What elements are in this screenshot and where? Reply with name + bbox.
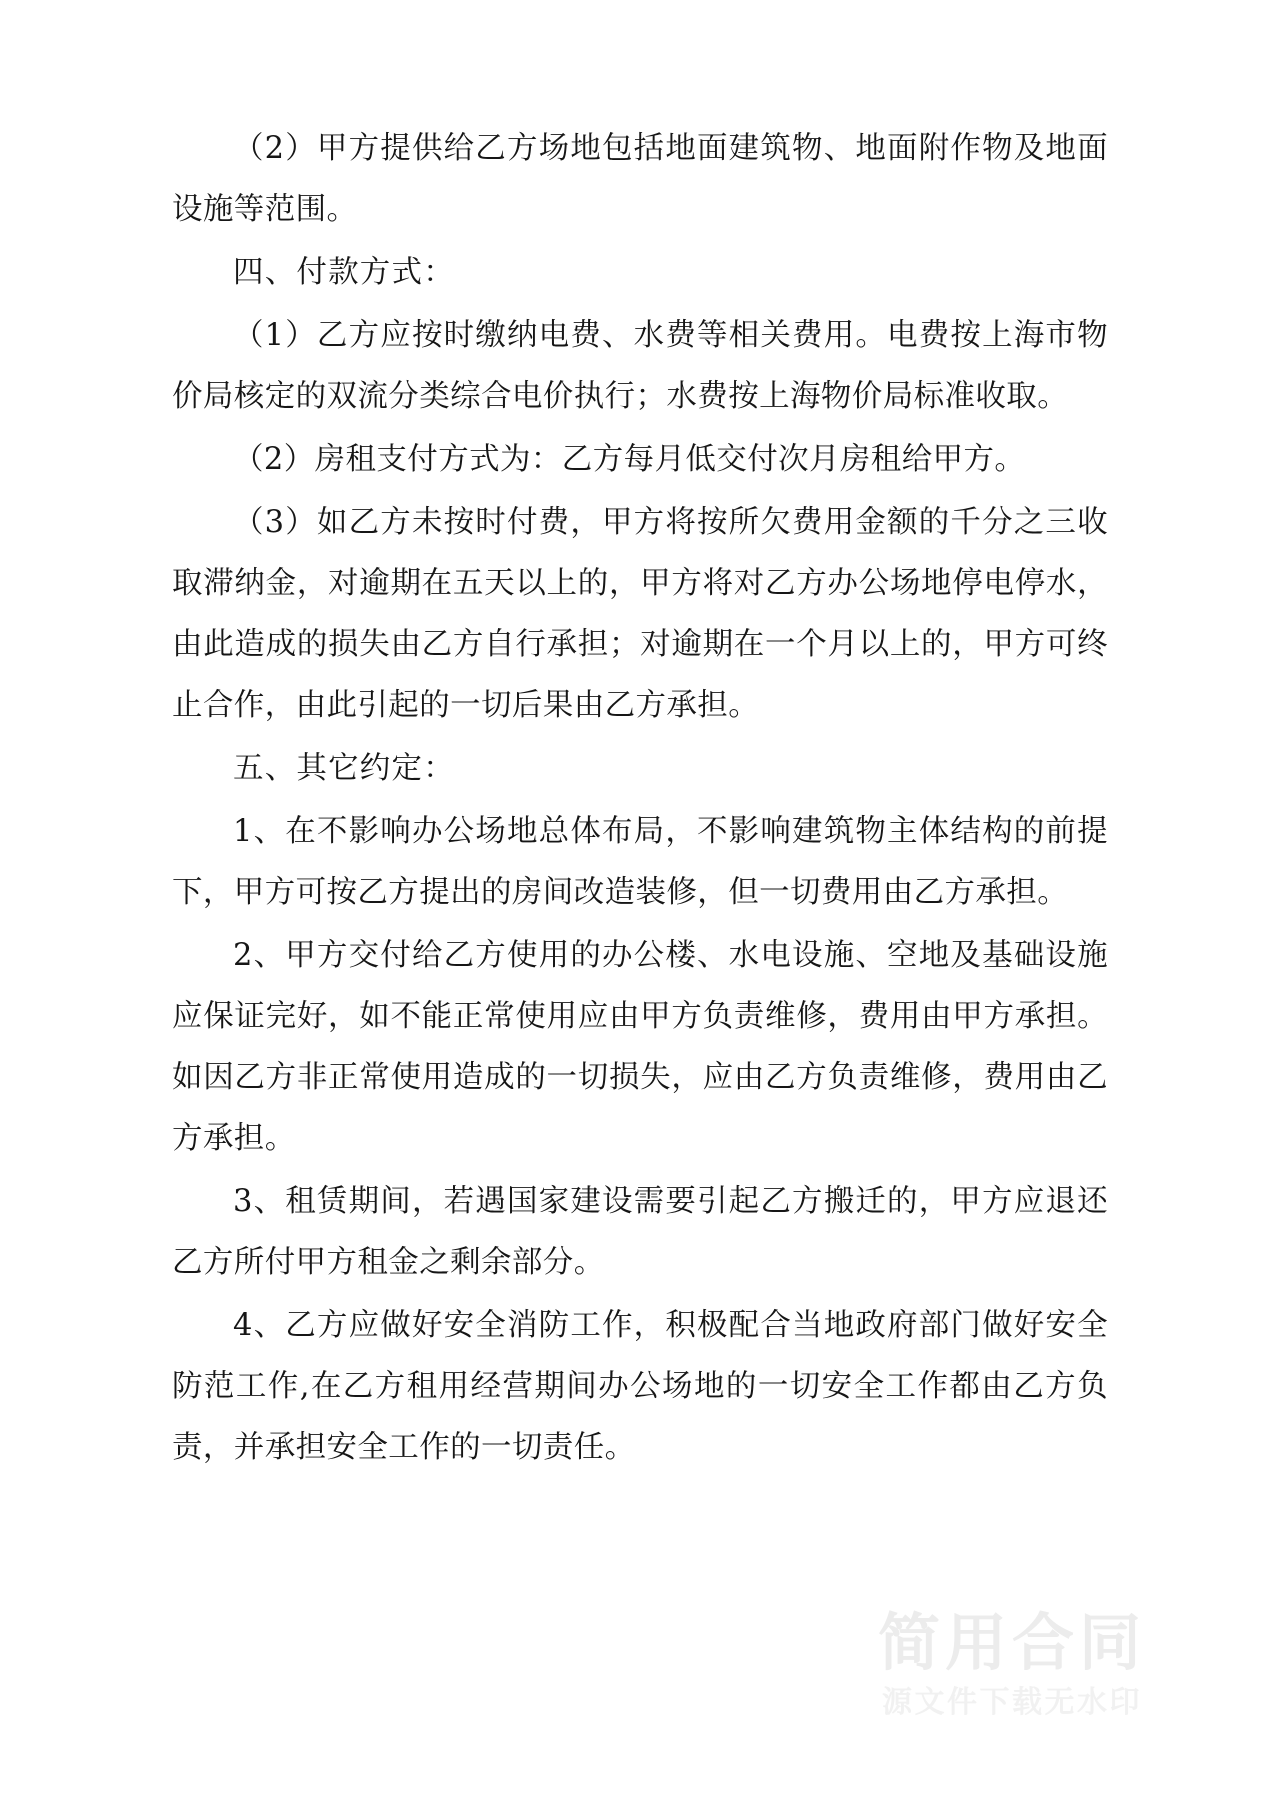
watermark-tagline-text: 源文件下载无水印 (882, 1685, 1142, 1720)
heading-section-four: 四、付款方式： (233, 255, 455, 290)
paragraph-section5-item3: 3、租赁期间，若遇国家建设需要引起乙方搬迁的，甲方应退还乙方所付甲方租金之剩余部分。 (172, 1184, 1108, 1280)
paragraph-section3-item2: （2）甲方提供给乙方场地包括地面建筑物、地面附作物及地面设施等范围。 (172, 131, 1108, 227)
watermark (802, 1605, 1222, 1722)
watermark-brand-text: 简用合同 (877, 1605, 1146, 1679)
heading-section-five: 五、其它约定： (233, 751, 455, 786)
document-text-body (172, 118, 1108, 1480)
paragraph-section5-item4: 4、乙方应做好安全消防工作，积极配合当地政府部门做好安全防范工作,在乙方租用经营期间办公场地的一切安全工作都由乙方负责，并承担安全工作的一切责任。 (172, 1308, 1108, 1465)
paragraph-section5-item1: 1、在不影响办公场地总体布局，不影响建筑物主体结构的前提下，甲方可按乙方提出的房间改造装修，但一切费用由乙方承担。 (172, 814, 1108, 910)
paragraph-section4-item1: （1）乙方应按时缴纳电费、水费等相关费用。电费按上海市物价局核定的双流分类综合电价执行；水费按上海物价局标准收取。 (172, 318, 1108, 414)
paragraph-section4-item2: （2）房租支付方式为：乙方每月低交付次月房租给甲方。 (233, 442, 1026, 477)
paragraph-section5-item2: 2、甲方交付给乙方使用的办公楼、水电设施、空地及基础设施应保证完好，如不能正常使用应由甲方负责维修，费用由甲方承担。如因乙方非正常使用造成的一切损失，应由乙方负责维修，费用由乙方承担。 (172, 938, 1108, 1156)
paragraph-section4-item3: （3）如乙方未按时付费，甲方将按所欠费用金额的千分之三收取滞纳金，对逾期在五天以上的，甲方将对乙方办公场地停电停水，由此造成的损失由乙方自行承担；对逾期在一个月以上的，甲方可终止合作，由此引起的一切后果由乙方承担。 (172, 505, 1108, 723)
